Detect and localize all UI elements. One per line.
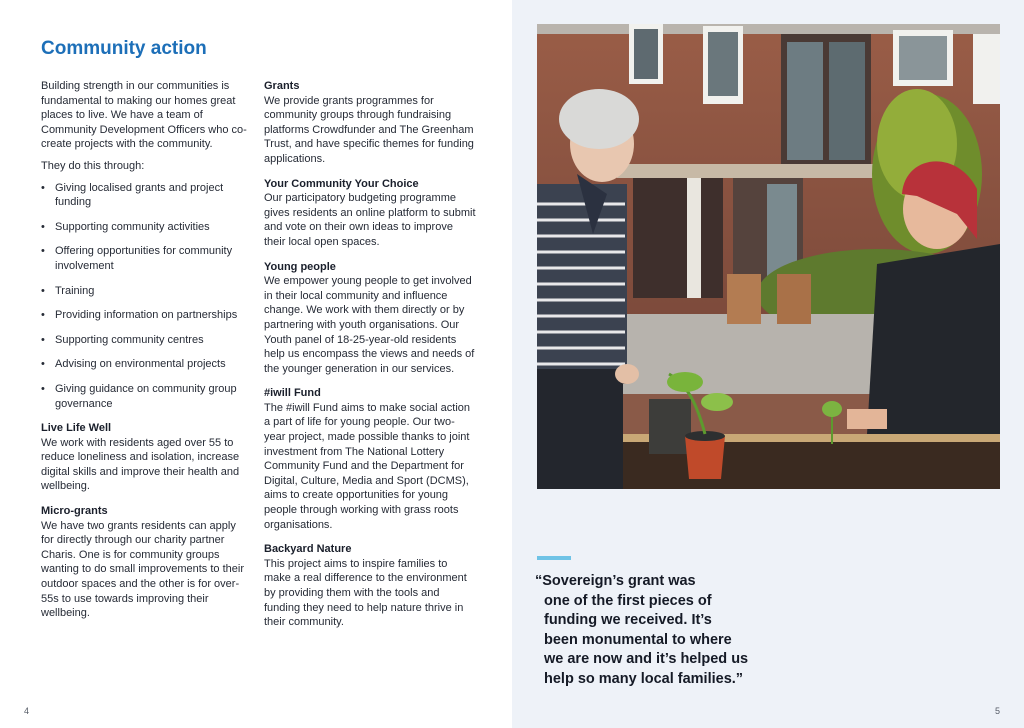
quote-line: been monumental to where: [544, 631, 732, 648]
list-item: • Training: [41, 284, 249, 299]
section-heading: Young people: [264, 260, 336, 273]
right-column: [264, 79, 476, 640]
page-number-left: 4: [24, 706, 30, 716]
section-body: Our participatory budgeting programme gives residents an online platform to submit and vote on their own ideas to improve their local open spaces.: [264, 192, 476, 248]
section-body: The #iwill Fund aims to make social action a part of life for young people. Our two-year project, made possible thanks to joint investment from The National Lottery Community Fund and the Department for Digital, Culture, Media and Sport (DCMS), aims to create opportunities for young people through working with grass roots organisations.: [264, 401, 471, 531]
section-body: We have two grants residents can apply for directly through our charity partner Charis. One is for community groups wanting to do small improvements to their outdoor spaces and the other is for over-55s to use towards improving their wellbeing.: [41, 519, 244, 620]
section-heading: Live Life Well: [41, 422, 112, 435]
section-live-life-well: [41, 421, 249, 494]
section-body: We provide grants programmes for community groups through fundraising platforms Crowdfunder and The Greenham Trust, and have specific themes for funding applications.: [264, 94, 474, 165]
section-heading: Backyard Nature: [264, 543, 352, 556]
section-your-community-your-choice: [264, 177, 476, 250]
section-heading: Micro-grants: [41, 505, 108, 518]
page-number-right: 5: [995, 706, 1001, 716]
page-title: Community action: [41, 38, 207, 59]
list-item: • Providing information on partnerships: [41, 308, 249, 323]
testimonial-quote: [535, 572, 775, 690]
section-body: We empower young people to get involved in their local community and influence change. We work with them directly or by partnering with youth organisations. Our Youth panel of 18-25-year-old residents help us encompass the views and needs of the younger generation in our services.: [264, 275, 475, 375]
activities-list: [41, 181, 249, 412]
section-heading: #iwill Fund: [264, 387, 321, 400]
list-item: • Supporting community centres: [41, 333, 249, 348]
quote-line: we are now and it’s helped us: [544, 651, 749, 668]
section-body: We work with residents aged over 55 to reduce loneliness and isolation, increase digital skills and improve their health and wellbeing.: [41, 436, 240, 493]
section-grants: [264, 79, 476, 167]
section-young-people: [264, 260, 476, 377]
list-item: • Offering opportunities for community involvement: [41, 244, 249, 273]
list-item: • Giving guidance on community group governance: [41, 382, 249, 411]
section-micro-grants: [41, 504, 249, 621]
section-body: This project aims to inspire families to make a real difference to the environment by providing them with the tools and funding they need to help nature thrive in their community.: [264, 557, 467, 629]
list-item: • Giving localised grants and project funding: [41, 181, 249, 210]
lead-in-text: They do this through:: [41, 159, 145, 172]
garden-photo: [537, 24, 1000, 489]
quote-line: funding we received. It’s: [544, 612, 712, 629]
quote-line: one of the first pieces of: [544, 592, 712, 609]
section-iwill-fund: [264, 386, 476, 532]
garden-photo-illustration: [537, 24, 1000, 489]
section-heading: Grants: [264, 80, 300, 92]
list-item: • Advising on environmental projects: [41, 357, 249, 372]
section-heading: Your Community Your Choice: [264, 177, 419, 190]
section-backyard-nature: [264, 542, 476, 630]
quote-accent-bar: [537, 556, 571, 560]
left-column: [41, 79, 249, 631]
quote-line: “Sovereign’s grant was: [535, 573, 696, 589]
list-item: • Supporting community activities: [41, 220, 249, 235]
intro-paragraph: Building strength in our communities is fundamental to making our homes great places to live. We have a team of Community Development Officers who co-create projects with the community.: [41, 80, 247, 151]
quote-line: help so many local families.”: [544, 670, 744, 687]
